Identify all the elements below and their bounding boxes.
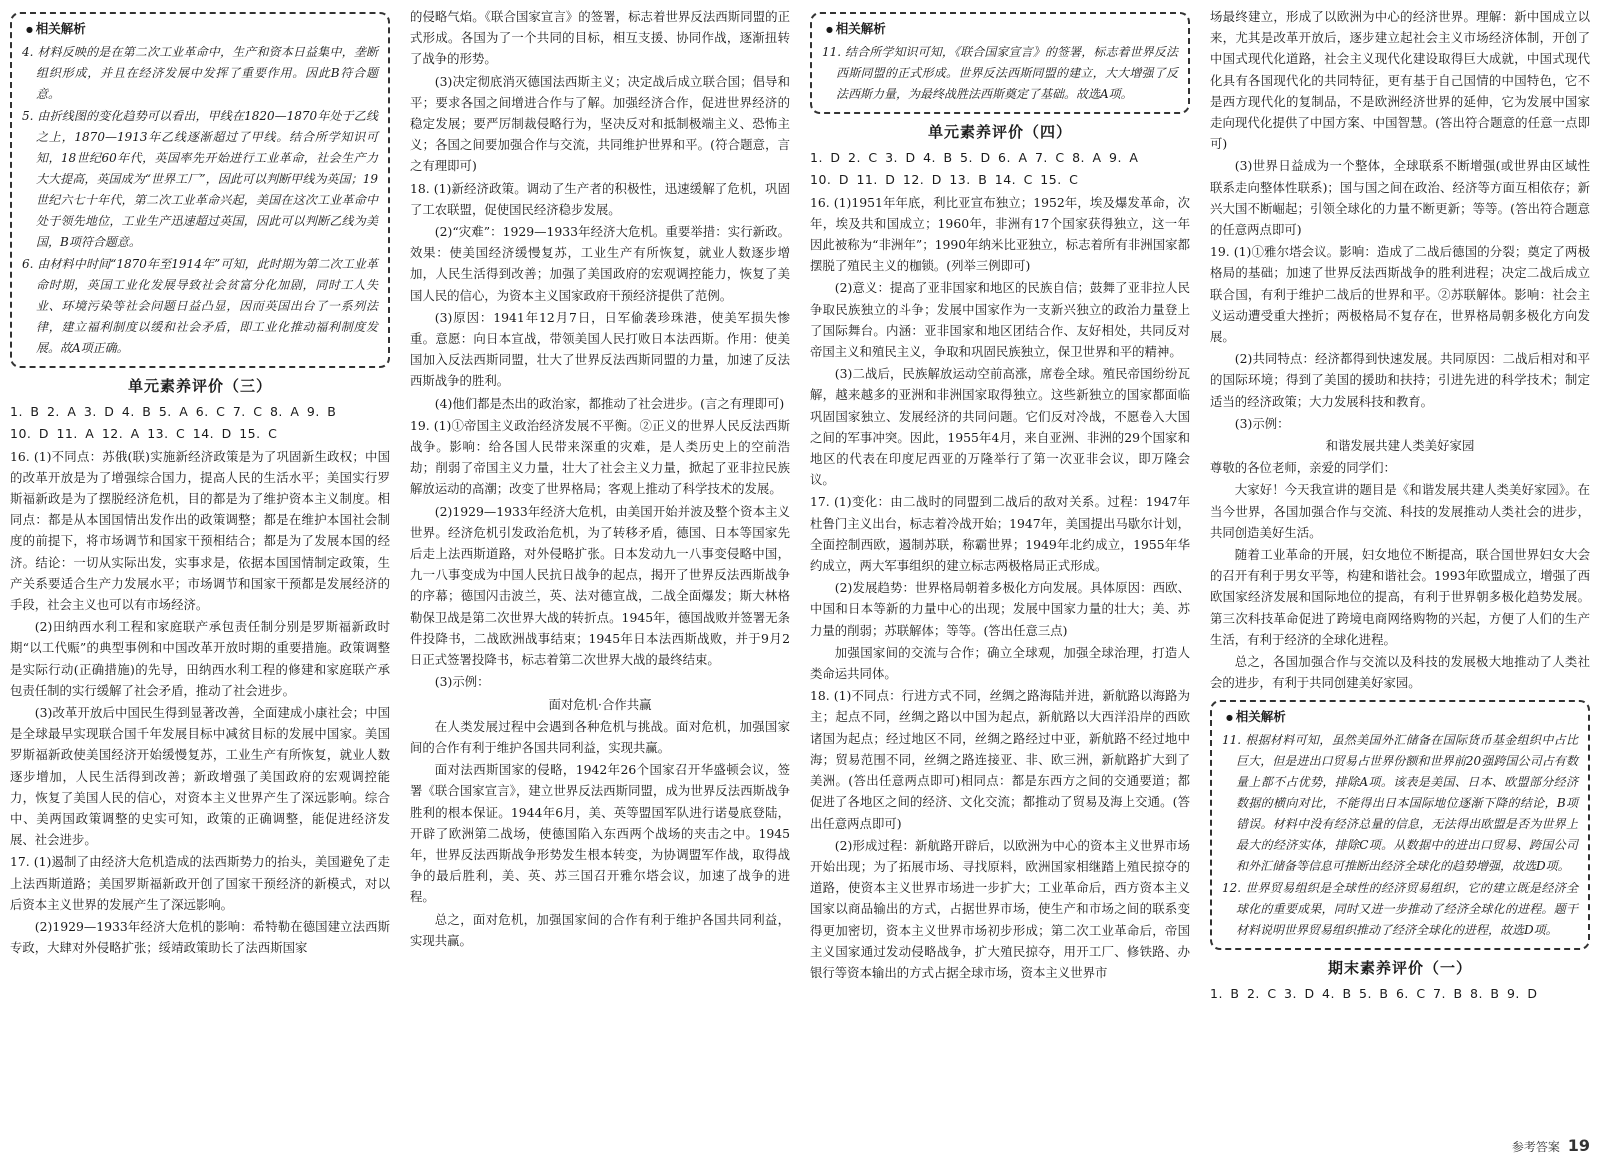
section-title-final-1: 期末素养评价（一） [1327,958,1472,977]
analysis-item: 12. 世界贸易组织是全球性的经济贸易组织，它的建立既是经济全球化的重要成果，同时又进一步推动了经济全球化的进程。题干材料说明世界贸易组织推动了经济全球化的进程，故选D项。 [1222,880,1578,937]
analysis-item: 11. 根据材料可知，虽然美国外汇储备在国际货币基金组织中占比巨大，但是进出口贸易占世界份额和世界前20强跨国公司占有数量上都不占优势，排除A项。该表是美国、日本、欧盟部分经济数据的横向对比，不能得出日本国际地位逐渐下降的结论，B项错误。材料中没有经济总量的信息，无法得出欧盟是否为世界上最大的经济实体，排除C项。从数据中的进出口贸易、跨国公司和外汇储备等信息可推断出经济全球化的趋势增强，故选D项。 [1222,732,1578,873]
essay-paragraph: 总之，各国加强合作与交流以及科技的发展极大地推动了人类社会的进步，有利于共同创建美好家园。 [1210,654,1590,691]
answer-key-line: 10. D 11. A 12. A 13. C 14. D 15. C [10,426,278,442]
essay-title: 和谐发展共建人类美好家园 [1325,438,1475,454]
answer-key-line: 1. D 2. C 3. D 4. B 5. D 6. A 7. C 8. A 9. A [810,150,1139,166]
analysis-box-title: ● 相关解析 [1222,706,1290,728]
column-3 [804,0,1196,1159]
essay-salutation: 尊敬的各位老师，亲爱的同学们： [1210,460,1396,476]
answer-key-line: 10. D 11. D 12. D 13. B 14. C 15. C [810,172,1079,188]
answer-item: (3)示例： [1234,415,1290,431]
analysis-box-1 [10,12,390,368]
answer-item: (3)原因：1941年12月7日，日军偷袭珍珠港，使美军损失惨重。意愿：向日本宣战，带领美国人民打败日本法西斯。作用：使美国加入反法西斯同盟，壮大了世界反法西斯同盟的力量，加速了反法西斯战争的胜利。 [410,309,790,389]
essay-paragraph: 随着工业革命的开展，妇女地位不断提高，联合国世界妇女大会的召开有利于男女平等，构建和谐社会。1993年欧盟成立，增强了西欧国家经济发展和国际地位的提高，有利于世界朝多极化趋势发展。第三次科技革命促进了跨境电商网络购物的兴起，方便了人们的生产生活，有利于经济的全球化进程。 [1210,547,1590,647]
answer-item: 16. (1)1951年年底，利比亚宣布独立；1952年，埃及爆发革命，次年，埃及共和国成立；1960年，非洲有17个国家获得独立，这一年因此被称为“非洲年”；1990年纳米比亚独立，标志着所有非洲国家都摆脱了殖民主义的枷锁。(列举三例即可) [810,194,1190,274]
answer-item: (3)二战后，民族解放运动空前高涨，席卷全球。殖民帝国纷纷瓦解，越来越多的亚洲和非洲国家取得独立。这些新独立的国家都面临巩固国家独立、发展经济的共同问题。它们反对冷战，不愿卷入大国之间的军事冲突。因此，1955年4月，来自亚洲、非洲的29个国家和地区的代表在印度尼西亚的万隆举行了第一次亚非会议，即万隆会议。 [810,366,1190,488]
analysis-item: 11. 结合所学知识可知，《联合国家宣言》的签署，标志着世界反法西斯同盟的正式形成。世界反法西斯同盟的建立，大大增强了反法西斯力量，为最终战胜法西斯奠定了基础。故选A项。 [822,45,1178,101]
answer-item: 16. (1)不同点：苏俄(联)实施新经济政策是为了巩固新生政权；中国的改革开放是为了增强综合国力，提高人民的生活水平；美国实行罗斯福新政是为了摆脱经济危机，目的都是为了维护资本主义制度。相同点：都是从本国国情出发作出的政策调整；都是在维护本国社会制度的前提下，将市场调节和国家干预相结合；都是为了发展本国的经济。结论：一切从实际出发，实事求是，依据本国国情制定政策，生产关系要适合生产力发展水平；市场调节和国家干预都是发展经济的手段，社会主义也可以有市场经济。 [10,448,390,613]
answer-key-line: 1. B 2. A 3. D 4. B 5. A 6. C 7. C 8. A 9. B [10,404,337,420]
answer-item: (2)意义：提高了亚非国家和地区的民族自信；鼓舞了亚非拉人民争取民族独立的斗争；发展中国家作为一支新兴独立的政治力量登上了国际舞台。内涵：亚非国家和地区团结合作、友好相处，共同反对帝国主义和殖民主义，争取和巩固民族独立，保卫世界和平的精神。 [810,280,1190,360]
page-footer [1512,1136,1590,1155]
analysis-box-3 [1210,700,1590,950]
answer-item: (2)“灾难”：1929—1933年经济大危机。重要举措：实行新政。效果：使美国经济缓慢复苏，工业生产有所恢复，就业人数逐步增加，人民生活得到改善；加强了美国政府的宏观调控能力，恢复了美国人民的信心，为资本主义国家政府干预经济提供了范例。 [410,224,790,303]
answer-item: (4)他们都是杰出的政治家，都推动了社会进步。(言之有理即可) [434,395,785,411]
answer-item: 场最终建立，形成了以欧洲为中心的经济世界。理解：新中国成立以来，尤其是改革开放后，逐步建立起社会主义市场经济体制，开创了中国式现代化道路，社会主义现代化建设取得巨大成就，中国式现代化具有各国现代化的共同特征，更有基于自己国情的中国特色，它不是西方现代化的复制品，不是欧洲经济世界的延伸，它为发展中国家走向现代化提供了中国方案、中国智慧。(答出符合题意的任意一点即可) [1210,9,1590,152]
essay-paragraph: 在人类发展过程中会遇到各种危机与挑战。面对危机，加强国家间的合作有利于维护各国共同利益，实现共赢。 [410,718,790,755]
answer-item: (3)改革开放后中国民生得到显著改善，全面建成小康社会；中国是全球最早实现联合国千年发展目标中减贫目标的发展中国家。美国罗斯福新政使美国经济开始缓慢复苏，工业生产有所恢复，就业人数逐步增加，人民生活得到改善；新政增强了美国政府的宏观调控能力，恢复了美国人民的信心，对资本主义世界产生了深远影响。综合中、美两国政策调整的史实可知，政策的正确调整，能促进经济发展、社会进步。 [10,705,390,848]
column-4 [1204,0,1596,1159]
answer-item: (2)1929—1933年经济大危机的影响：希特勒在德国建立法西斯专政，大肆对外侵略扩张；绥靖政策助长了法西斯国家 [10,919,390,956]
answer-item: (3)示例： [434,674,490,690]
answer-item: 加强国家间的交流与合作；确立全球观，加强全球治理，打造人类命运共同体。 [810,644,1190,682]
section-title-unit-4: 单元素养评价（四） [927,123,1072,141]
answer-item: 19. (1)①帝国主义政治经济发展不平衡。②正义的世界人民反法西斯战争。影响：给各国人民带来深重的灾难，是人类历史上的空前浩劫；削弱了帝国主义力量，壮大了社会主义力量，掀起了亚非拉民族解放运动的高潮；改变了世界格局；客观上推动了科学技术的发展。 [410,417,790,497]
essay-title: 面对危机·合作共赢 [548,696,652,712]
section-title-unit-3: 单元素养评价（三） [127,377,272,395]
answer-item: (2)共同特点：经济都得到快速发展。共同原因：二战后相对和平的国际环境；得到了美国的援助和扶持；引进先进的科学技术；制定适当的经济政策；大力发展科技和教育。 [1210,351,1590,409]
answer-item: 19. (1)①雅尔塔会议。影响：造成了二战后德国的分裂；奠定了两极格局的基础；加速了世界反法西斯战争的胜利进程；决定二战后成立联合国，有利于维护二战后的世界和平。②苏联解体。影响：社会主义运动遭受重大挫折；两极格局不复存在，世界格局朝多极化方向发展。 [1210,244,1590,345]
analysis-item: 6. 由材料中时间“1870年至1914年”可知，此时期为第二次工业革命时期，英国工业化发展导致社会贫富分化加剧，同时工人失业、环境污染等社会问题日益凸显，因而英国出台了一系列法律，建立福利制度以缓和社会矛盾，即工业化推动福利制度发展。故A项正确。 [22,257,378,355]
answer-item: 17. (1)变化：由二战时的同盟到二战后的敌对关系。过程：1947年杜鲁门主义出台，标志着冷战开始；1947年，美国提出马歇尔计划，全面控制西欧，遏制苏联，称霸世界；1949年北约成立，1955年华约成立，两大军事组织的建立标志两极格局正式形成。 [810,494,1190,574]
answer-item: 18. (1)新经济政策。调动了生产者的积极性，迅速缓解了危机，巩固了工农联盟，促使国民经济稳步发展。 [410,180,790,217]
footer-label: 参考答案 [1511,1140,1560,1154]
answer-item: (2)形成过程：新航路开辟后，以欧洲为中心的资本主义世界市场开始出现；为了拓展市场、寻找原料，欧洲国家相继踏上殖民掠夺的道路，使资本主义世界市场进一步扩大；工业革命后，西方资本主义国家以商品输出的方式，占据世界市场，使生产和市场之间的联系变得更加密切，资本主义世界市场初步形成；第二次工业革命后，帝国主义国家通过发动侵略战争，扩大殖民掠夺，用开工厂、修铁路、办银行等资本输出的方式占据全球市场，资本主义世界市 [810,837,1190,980]
column-2 [404,0,796,1159]
answer-item: (2)田纳西水利工程和家庭联产承包责任制分别是罗斯福新政时期“以工代赈”的典型事例和中国改革开放时期的重要措施。政策调整是实际行动(正确措施)的先导，田纳西水利工程的修建和家庭联产承包责任制的实行缓解了社会矛盾，推动了社会进步。 [10,619,390,698]
essay-paragraph: 大家好！今天我宣讲的题目是《和谐发展共建人类美好家园》。在当今世界，各国加强合作与交流、科技的发展推动人类社会的进步，共同创造美好生活。 [1210,482,1590,540]
analysis-item: 4. 材料反映的是在第二次工业革命中，生产和资本日益集中，垄断组织形成，并且在经济发展中发挥了重要作用。因此B符合题意。 [22,45,378,101]
answer-item: 的侵略气焰。《联合国家宣言》的签署，标志着世界反法西斯同盟的正式形成。各国为了一个共同的目标，相互支援、协同作战，逐渐扭转了战争的形势。 [410,9,790,67]
answer-item: (3)世界日益成为一个整体，全球联系不断增强(或世界由区域性联系走向整体性联系)；国与国之间在政治、经济等方面互相依存；新兴大国不断崛起；引领全球化的力量不断更新；等等。(答出符合题意的任意两点即可) [1210,158,1590,238]
analysis-box-2 [810,12,1190,114]
answer-item: 18. (1)不同点：行进方式不同，丝绸之路海陆并进，新航路以海路为主；起点不同，丝绸之路以中国为起点，新航路以大西洋沿岸的西欧诸国为起点；经过地区不同，丝绸之路经过中亚，新航路不经过地中海；贸易范围不同，丝绸之路连接亚、非、欧三洲，新航路扩大到了美洲。(答出任意两点即可)相同点：都是东西方之间的交通要道；都促进了各地区之间的经济、文化交流；都推动了贸易及海上交通。(答出任意两点即可) [810,688,1190,831]
essay-paragraph: 总之，面对危机，加强国家间的合作有利于维护各国共同利益，实现共赢。 [410,911,790,948]
essay-paragraph: 面对法西斯国家的侵略，1942年26个国家召开华盛顿会议，签署《联合国家宣言》，建立世界反法西斯同盟，成为世界反法西斯战争胜利的根本保证。1944年6月，美、英等盟国军队进行诺曼底登陆，开辟了欧洲第二战场，使德国陷入东西两个战场的夹击之中。1945年，世界反法西斯战争形势发生根本转变，为协调盟军作战，取得战争的最后胜利，美、英、苏三国召开雅尔塔会议，加速了战争的进程。 [410,762,790,905]
answer-item: (2)发展趋势：世界格局朝着多极化方向发展。具体原因：西欧、中国和日本等新的力量中心的出现；发展中国家力量的壮大；美、苏力量的削弱；苏联解体；等等。(答出任意三点) [810,580,1190,638]
page-number: 19 [1567,1136,1590,1155]
answer-key-line: 1. B 2. C 3. D 4. B 5. B 6. C 7. B 8. B 9. D [1210,985,1538,1001]
answer-item: (3)决定彻底消灭德国法西斯主义；决定战后成立联合国；倡导和平；要求各国之间增进合作与了解。加强经济合作，促进世界经济的稳定发展；要严厉制裁侵略行为，坚决反对和抵制极端主义、恐怖主义；各国之间要加强合作与交流，共同维护世界和平。(符合题意，言之有理即可) [410,73,790,174]
analysis-item: 5. 由折线图的变化趋势可以看出，甲线在1820—1870年处于乙线之上，1870—1913年乙线逐渐超过了甲线。结合所学知识可知，18世纪60年代，英国率先开始进行工业革命，社会生产力大大提高，英国成为“世界工厂”，因此可以判断甲线为英国；19世纪六七十年代，第二次工业革命兴起，美国在这次工业革命中处于领先地位，工业生产迅速超过英国，因此可以判断乙线为美国，B项符合题意。 [22,109,378,249]
column-1 [4,0,396,1159]
answer-item: 17. (1)遏制了由经济大危机造成的法西斯势力的抬头，美国避免了走上法西斯道路；美国罗斯福新政开创了国家干预经济的新模式，对以后资本主义世界的发展产生了深远影响。 [10,854,390,912]
answer-item: (2)1929—1933年经济大危机，由美国开始并波及整个资本主义世界。经济危机引发政治危机，为了转移矛盾，德国、日本等国家先后走上法西斯道路，对外侵略扩张。日本发动九一八事变侵略中国，九一八事变成为中国人民抗日战争的起点，揭开了世界反法西斯战争的序幕；德国闪击波兰，英、法对德宣战，二战全面爆发；斯大林格勒保卫战是第二次世界大战的转折点。1945年，德国战败并签署无条件投降书，二战欧洲战事结束；1945年日本法西斯战败，并于9月2日正式签署投降书，标志着第二次世界大战的最终结束。 [410,503,790,668]
analysis-box-title: ● 相关解析 [822,18,890,40]
analysis-box-title: ● 相关解析 [22,18,90,40]
